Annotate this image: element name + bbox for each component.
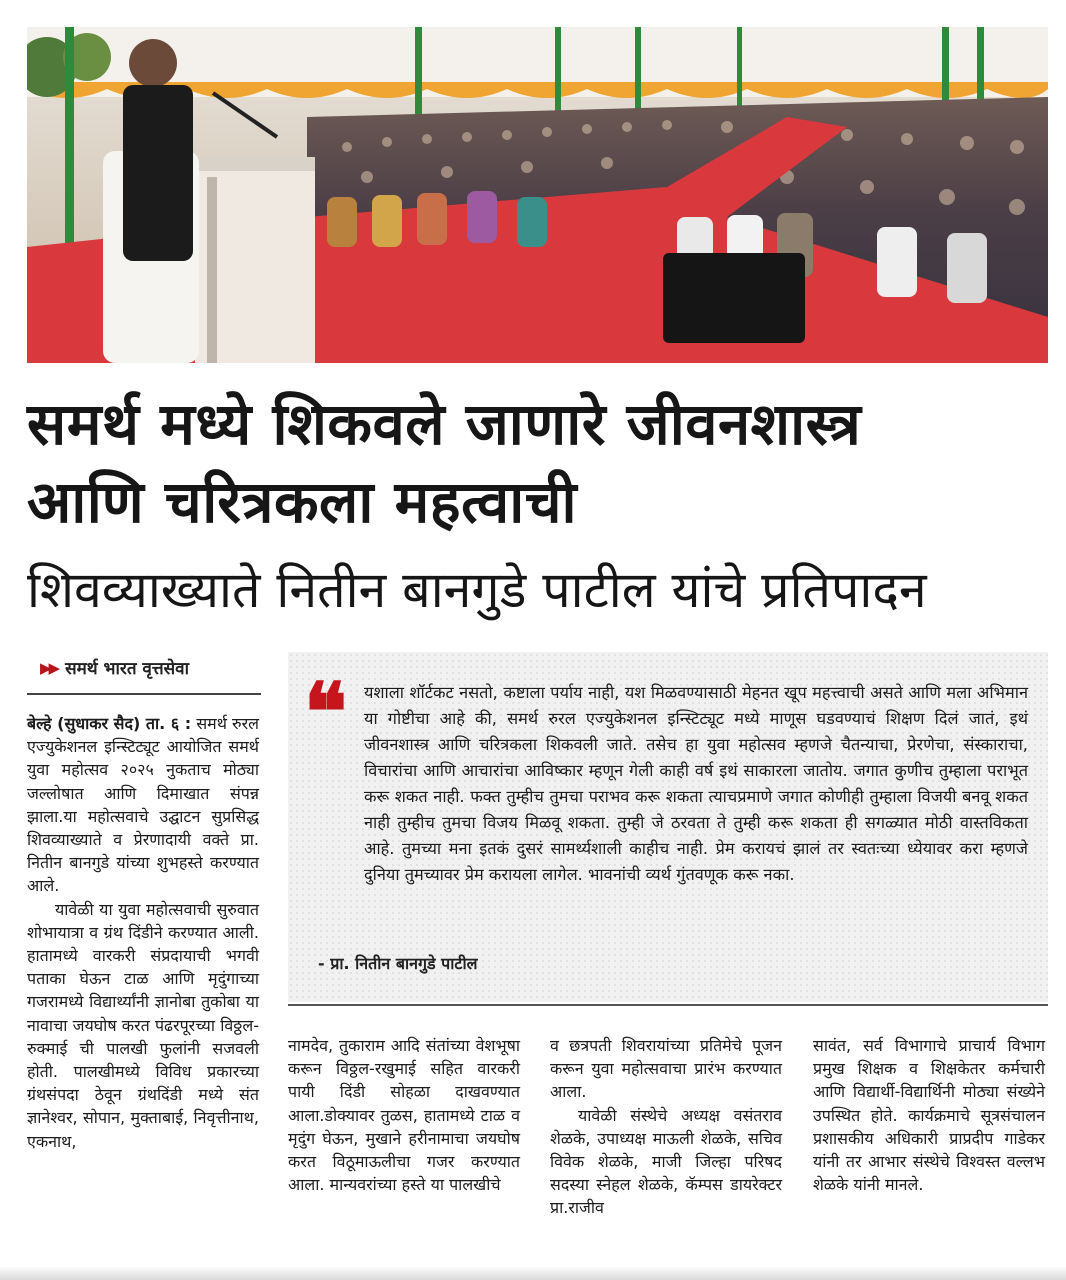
quote-mark-icon: ❝ xyxy=(304,665,348,759)
paragraph: यावेळी संस्थेचे अध्यक्ष वसंतराव शेळके, उपाध्यक्ष माऊली शेळके, सचिव विवेक शेळके, माजी जिल्हा परिषद सदस्या स्नेहल शेळके, कॅम्पस डायरेक्टर प्रा.राजीव xyxy=(550,1105,782,1218)
event-photo xyxy=(27,27,1048,363)
paragraph: समर्थ रुरल एज्युकेशनल इन्स्टिट्यूट आयोजित समर्थ युवा महोत्सव २०२५ नुकताच मोठ्या जल्लोषात आणि दिमाखात संपन्न झाला.या महोत्सवाचे उद्घाटन सुप्रसिद्ध शिवव्याख्याते व प्रेरणादायी वक्ते प्रा. नितीन बानगुडे यांच्या शुभहस्ते करण्यात आले. xyxy=(27,714,260,896)
page-bottom-edge xyxy=(0,1266,1066,1280)
subheadline: शिवव्याख्याते नितीन बानगुडे पाटील यांचे प्रतिपादन xyxy=(27,561,927,619)
pull-quote-author: - प्रा. नितीन बानगुडे पाटील xyxy=(318,954,478,973)
article-column-2 xyxy=(288,1034,520,1196)
pull-quote-text: यशाला शॉर्टकट नसतो, कष्टाला पर्याय नाही, यश मिळवण्यासाठी मेहनत खूप महत्त्वाची असते आणि मला अभिमान या गोष्टीचा आहे की, समर्थ रुरल एज्युकेशनल इन्स्टिट्यूट मध्ये माणूस घडवण्याचं शिक्षण दिलं जातं, इथं जीवनशास्त्र आणि चरित्रकला शिकवली जाते. तसेच हा युवा महोत्सव म्हणजे चैतन्याचा, प्रेरणेचा, संस्काराचा, विचारांचा आणि आचारांचा आविष्कार म्हणून गेली काही वर्ष इथं साकारला जातोय. जगात कुणीच तुम्हाला पराभूत करू शकत नाही. फक्त तुम्हीच तुमचा पराभव करू शकता त्याचप्रमाणे जगात कोणीही तुम्हाला विजयी बनवू शकत नाही तुम्हीच तुमचा विजय मिळवू शकता. तुम्ही जे ठरवता ते तुम्ही करू शकता ही सगळ्यात मोठी वास्तविकता आहे. तुमच्या मना इतकं दुसरं सामर्थ्यशाली काहीच नाही. प्रेम करायचं झालं तर स्वतःच्या ध्येयावर करा म्हणजे दुनिया तुमच्यावर प्रेम करायला लागेल. भावनांची व्यर्थ गुंतवणूक करू नका. xyxy=(364,683,1028,884)
byline xyxy=(40,656,260,679)
paragraph: सावंत, सर्व विभागाचे प्राचार्य विभाग प्रमुख शिक्षक व शिक्षकेतर कर्मचारी आणि विद्यार्थी-विद्यार्थिनी मोठ्या संख्येने उपस्थित होते. कार्यक्रमाचे सूत्रसंचालन प्रशासकीय अधिकारी प्राप्रदीप गाडेकर यांनी तर आभार संस्थेचे विश्वस्त वल्लभ शेळके यांनी मानले. xyxy=(813,1036,1045,1195)
article-column-3 xyxy=(550,1034,782,1220)
paragraph: नामदेव, तुकाराम आदि संतांच्या वेशभूषा करून विठ्ठल-रखुमाई सहित वारकरी पायी दिंडी सोहळा दाखवण्यात आला.डोक्यावर तुळस, हातामध्ये टाळ व मृदुंग घेऊन, मुखाने हरीनामाचा जयघोष करत विठूमाऊलीचा गजर करण्यात आला. मान्यवरांच्या हस्ते या पालखीचे xyxy=(288,1036,520,1195)
paragraph: यावेळी या युवा महोत्सवाची सुरुवात शोभायात्रा व ग्रंथ दिंडीने करण्यात आली. हातामध्ये वारकरी संप्रदायाची भगवी पताका घेऊन टाळ आणि मृदुंगाच्या गजरामध्ये विद्यार्थ्यांनी ज्ञानोबा तुकोबा या नावाचा जयघोष करत पंढरपूरच्या विठ्ठल-रुक्माई ची पालखी फुलांनी सजवली होती. पालखीमध्ये विविध प्रकारच्या ग्रंथसंपदा ठेवून ग्रंथदिंडी मध्ये संत ज्ञानेश्वर, सोपान, मुक्ताबाई, निवृत्तीनाथ, एकनाथ, xyxy=(27,899,259,1151)
paragraph: व छत्रपती शिवरायांच्या प्रतिमेचे पूजन करून युवा महोत्सवाचा प्रारंभ करण्यात आला. xyxy=(550,1036,782,1102)
headline-line-1: समर्थ मध्ये शिकवले जाणारे जीवनशास्त्र xyxy=(27,390,862,458)
event-photo-illustration xyxy=(27,27,1048,363)
double-arrow-icon: ▶▶ xyxy=(40,658,58,677)
article-column-4 xyxy=(813,1034,1045,1196)
news-source: समर्थ भारत वृत्तसेवा xyxy=(65,659,189,679)
pole-1 xyxy=(65,27,74,257)
dateline: बेल्हे (सुधाकर सैद) ता. ६ : xyxy=(27,714,192,733)
byline-divider xyxy=(27,693,261,695)
quote-divider xyxy=(288,1004,1048,1006)
article-column-1 xyxy=(27,712,259,1153)
headline-line-2: आणि चरित्रकला महत्वाची xyxy=(27,468,578,536)
